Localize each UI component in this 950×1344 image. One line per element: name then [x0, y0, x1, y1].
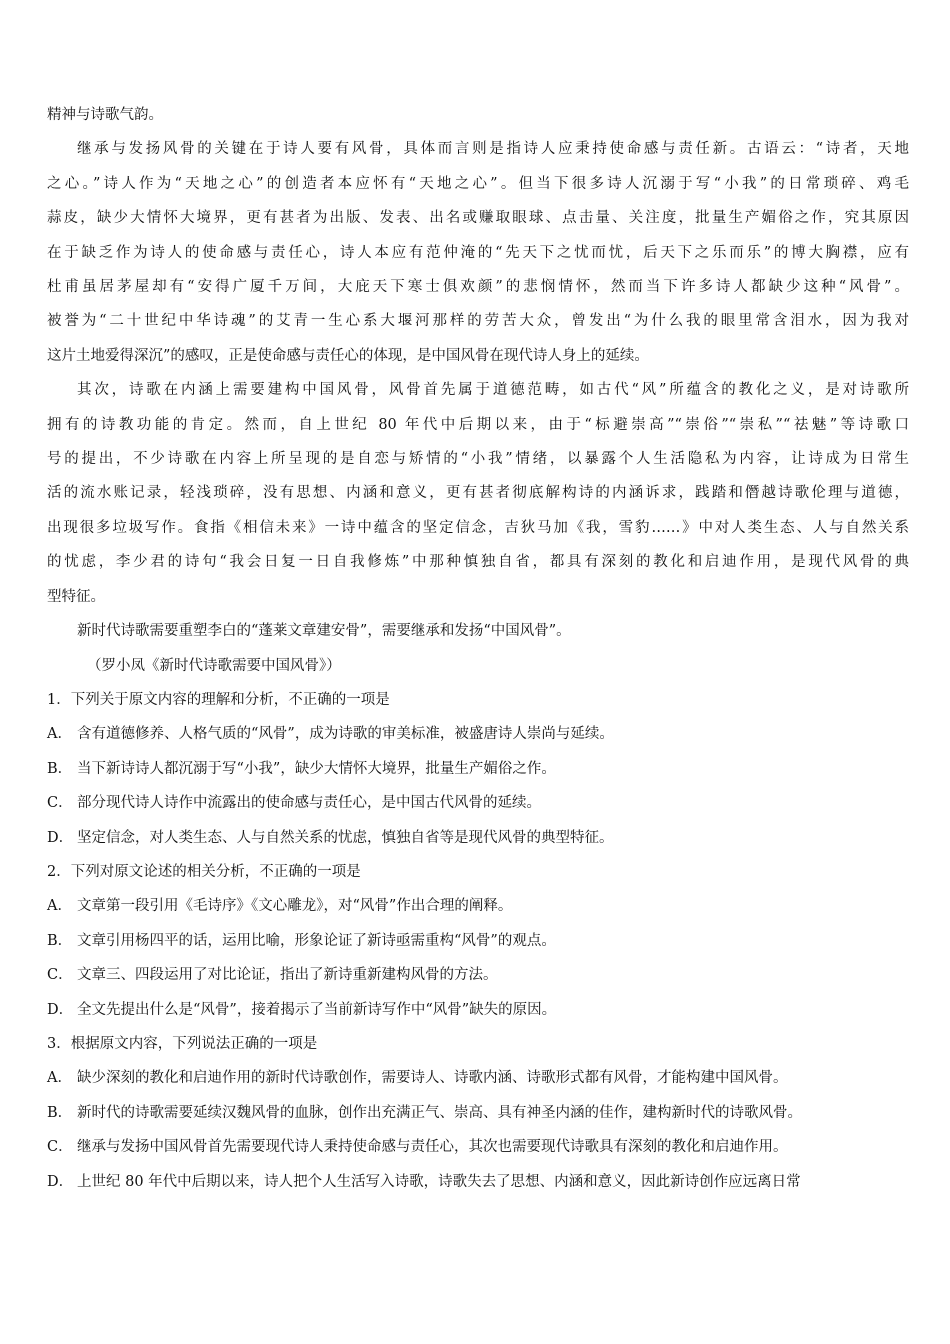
- question-stem: 2．下列对原文论述的相关分析，不正确的一项是: [47, 863, 361, 880]
- paragraph-line: 这片土地爱得深沉”的感叹，正是使命感与责任心的体现，是中国风骨在现代诗人身上的延续。: [47, 347, 649, 364]
- option-letter: C．: [47, 1139, 73, 1156]
- answer-option[interactable]: [47, 752, 909, 786]
- option-letter: A．: [47, 1070, 72, 1087]
- paragraph-line: 型特征。: [47, 588, 105, 605]
- paragraph-line: 之心。”诗人作为“天地之心”的创造者本应怀有“天地之心”。但当下很多诗人沉溺于写“小我”的日常琐碎、鸡毛: [47, 175, 909, 192]
- answer-option[interactable]: [47, 958, 909, 992]
- paragraph-line: 新时代诗歌需要重塑李白的“蓬莱文章建安骨”，需要继承和发扬“中国风骨”。: [77, 623, 571, 640]
- paragraph-line: 拥有的诗教功能的肯定。然而，自上世纪 80 年代中后期以来，由于“标避崇高”“崇俗”“崇私”“祛魅”等诗歌口: [47, 416, 909, 433]
- option-letter: B．: [47, 932, 73, 949]
- option-letter: B．: [47, 1104, 73, 1121]
- answer-option[interactable]: [47, 1061, 909, 1095]
- answer-option[interactable]: [47, 924, 909, 958]
- paragraph-line: 蒜皮，缺少大情怀大境界，更有甚者为出版、发表、出名或赚取眼球、点击量、关注度，批量生产媚俗之作，究其原因: [47, 210, 909, 227]
- option-letter: D．: [47, 829, 74, 846]
- answer-option[interactable]: [47, 1130, 909, 1164]
- option-text: 文章三、四段运用了对比论证，指出了新诗重新建构风骨的方法。: [77, 967, 498, 984]
- paragraph-line: 其次，诗歌在内涵上需要建构中国风骨，风骨首先属于道德范畴，如古代“风”所蕴含的教化之义，是对诗歌所: [77, 382, 909, 399]
- option-text: 继承与发扬中国风骨首先需要现代诗人秉持使命感与责任心，其次也需要现代诗歌具有深刻的教化和启迪作用。: [77, 1139, 788, 1156]
- option-text: 含有道德修养、人格气质的“风骨”，成为诗歌的审美标准，被盛唐诗人崇尚与延续。: [77, 726, 614, 743]
- option-letter: A．: [47, 726, 72, 743]
- answer-option[interactable]: [47, 717, 909, 751]
- option-text: 缺少深刻的教化和启迪作用的新时代诗歌创作，需要诗人、诗歌内涵、诗歌形式都有风骨，才能构建中国风骨。: [77, 1070, 788, 1087]
- answer-option[interactable]: [47, 993, 909, 1027]
- option-text: 上世纪 80 年代中后期以来，诗人把个人生活写入诗歌，诗歌失去了思想、内涵和意义，因此新诗创作应远离日常: [77, 1173, 801, 1190]
- option-text: 新时代的诗歌需要延续汉魏风骨的血脉，创作出充满正气、崇高、具有神圣内涵的佳作，建构新时代的诗歌风骨。: [77, 1104, 802, 1121]
- source-citation: （罗小凤《新时代诗歌需要中国风骨》）: [87, 657, 341, 674]
- paragraph-line: 被誉为“二十世纪中华诗魂”的艾青一生心系大堰河那样的劳苦大众，曾发出“为什么我的眼里常含泪水，因为我对: [47, 313, 909, 330]
- answer-option[interactable]: [47, 889, 909, 923]
- question-stem: 1．下列关于原文内容的理解和分析，不正确的一项是: [47, 691, 390, 708]
- paragraph-line: 在于缺乏作为诗人的使命感与责任心，诗人本应有范仲淹的“先天下之忧而忧，后天下之乐而乐”的博大胸襟，应有: [47, 244, 909, 261]
- answer-option[interactable]: [47, 821, 909, 855]
- paragraph-line: 活的流水账记录，轻浅琐碎，没有思想、内涵和意义，更有甚者彻底解构诗的内涵诉求，践踏和僭越诗歌伦理与道德，: [47, 485, 909, 502]
- option-text: 部分现代诗人诗作中流露出的使命感与责任心，是中国古代风骨的延续。: [77, 795, 541, 812]
- document-page: [47, 98, 909, 1199]
- answer-option[interactable]: [47, 1165, 909, 1199]
- option-text: 全文先提出什么是“风骨”，接着揭示了当前新诗写作中“风骨”缺失的原因。: [77, 1001, 557, 1018]
- paragraph-line: 杜甫虽居茅屋却有“安得广厦千万间，大庇天下寒士俱欢颜”的悲悯情怀，然而当下许多诗人都缺少这种“风骨”。: [47, 279, 909, 296]
- option-text: 文章引用杨四平的话，运用比喻，形象论证了新诗亟需重构“风骨”的观点。: [77, 932, 556, 949]
- option-letter: D．: [47, 1001, 74, 1018]
- paragraph-line: 精神与诗歌气韵。: [47, 107, 163, 123]
- option-letter: A．: [47, 898, 72, 915]
- answer-option[interactable]: [47, 1096, 909, 1130]
- paragraph-line: 继承与发扬风骨的关键在于诗人要有风骨，具体而言则是指诗人应秉持使命感与责任新。古语云：“诗者，天地: [77, 141, 909, 158]
- option-text: 坚定信念，对人类生态、人与自然关系的忧虑，慎独自省等是现代风骨的典型特征。: [77, 829, 614, 846]
- option-letter: C．: [47, 967, 73, 984]
- option-letter: D．: [47, 1173, 74, 1190]
- option-text: 文章第一段引用《毛诗序》《文心雕龙》，对“风骨”作出合理的阐释。: [77, 898, 513, 915]
- paragraph-line: 号的提出，不少诗歌在内容上所呈现的是自恋与矫情的“小我”情绪，以暴露个人生活隐私为内容，让诗成为日常生: [47, 451, 909, 468]
- option-letter: B．: [47, 760, 73, 777]
- option-text: 当下新诗诗人都沉溺于写“小我”，缺少大情怀大境界，批量生产媚俗之作。: [77, 760, 556, 777]
- option-letter: C．: [47, 795, 73, 812]
- question-stem: 3．根据原文内容，下列说法正确的一项是: [47, 1035, 318, 1052]
- paragraph-line: 的忧虑，李少君的诗句“我会日复一日自我修炼”中那种慎独自省，都具有深刻的教化和启迪作用，是现代风骨的典: [47, 554, 909, 571]
- answer-option[interactable]: [47, 786, 909, 820]
- paragraph-line: 出现很多垃圾写作。食指《相信未来》一诗中蕴含的坚定信念，吉狄马加《我，雪豹……》中对人类生态、人与自然关系: [47, 519, 909, 536]
